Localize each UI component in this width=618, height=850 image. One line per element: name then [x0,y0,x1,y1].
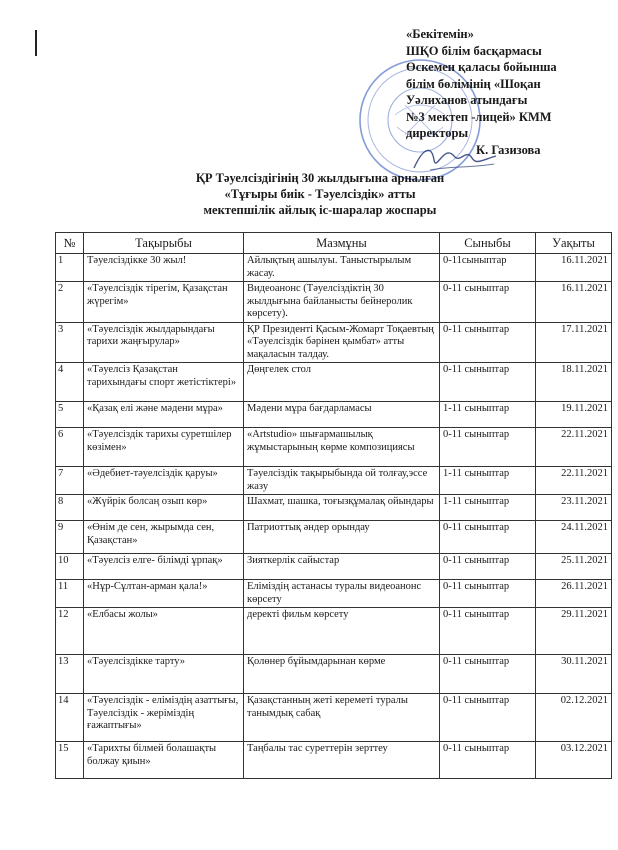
row-date: 26.11.2021 [536,580,612,608]
row-date: 16.11.2021 [536,254,612,282]
row-grade: 0-11 сыныптар [440,742,536,779]
row-grade: 0-11 сыныптар [440,608,536,655]
row-content: Қазақстанның жеті кереметі туралы танымдық сабақ [244,694,440,742]
row-grade: 0-11сыныптар [440,254,536,282]
row-date: 22.11.2021 [536,428,612,467]
table-row [56,467,612,495]
title-line: «Тұғыры биік - Тәуелсіздік» атты [224,187,416,201]
document-title [150,170,490,218]
row-grade: 0-11 сыныптар [440,428,536,467]
table-row [56,694,612,742]
row-content: «Artstudio» шығармашылық жұмыстарының көрме композициясы [244,428,440,467]
row-grade: 1-11 сыныптар [440,402,536,428]
approval-line: ШҚО білім басқармасы [406,43,542,58]
approval-line: №3 мектеп -лицей» КММ [406,109,552,124]
row-topic: «Тәуелсіздік - еліміздің азаттығы, Тәуелсіздік - жеріміздің ғажаптығы» [84,694,244,742]
row-number: 3 [56,322,84,363]
signature-line [406,142,606,159]
row-number: 2 [56,282,84,323]
row-topic: «Жүйрік болсаң озып көр» [84,495,244,521]
row-grade: 0-11 сыныптар [440,282,536,323]
table-row [56,254,612,282]
row-content: Айлықтың ашылуы. Таныстырылым жасау. [244,254,440,282]
row-content: ҚР Президенті Қасым-Жомарт Тоқаевтың «Тәуелсіздік бәрінен қымбат» атты мақаласын талдау. [244,322,440,363]
header-content: Мазмұны [244,233,440,254]
row-content: Патриоттық әндер орындау [244,521,440,554]
approval-line: директоры [406,126,469,140]
row-date: 02.12.2021 [536,694,612,742]
scan-margin-mark [35,30,37,56]
row-content: Видеоанонс (Тәуелсіздіктің 30 жылдығына байланысты бейнеролик көрсету). [244,282,440,323]
row-number: 15 [56,742,84,779]
row-number: 8 [56,495,84,521]
row-content: Мәдени мұра бағдарламасы [244,402,440,428]
title-line: ҚР Тәуелсіздігінің 30 жылдығына арналған [195,171,445,185]
table-row [56,655,612,694]
row-date: 23.11.2021 [536,495,612,521]
row-grade: 0-11 сыныптар [440,521,536,554]
table-body [56,254,612,779]
row-date: 17.11.2021 [536,322,612,363]
row-number: 4 [56,363,84,402]
table-row [56,363,612,402]
row-content: Таңбалы тас суреттерін зерттеу [244,742,440,779]
row-date: 24.11.2021 [536,521,612,554]
row-content: Шахмат, шашка, тоғызқұмалақ ойындары [244,495,440,521]
approval-heading: «Бекітемін» [406,27,474,41]
table-row [56,580,612,608]
header-date: Уақыты [536,233,612,254]
row-topic: «Нұр-Сұлтан-арман қала!» [84,580,244,608]
row-date: 25.11.2021 [536,554,612,580]
row-grade: 0-11 сыныптар [440,580,536,608]
signer-name: К. Газизова [476,142,541,157]
row-date: 18.11.2021 [536,363,612,402]
table-row [56,608,612,655]
row-grade: 1-11 сыныптар [440,467,536,495]
row-number: 6 [56,428,84,467]
row-topic: «Елбасы жолы» [84,608,244,655]
row-number: 13 [56,655,84,694]
approval-line: білім бөлімінің «Шоқан [406,76,541,91]
row-grade: 0-11 сыныптар [440,554,536,580]
header-topic: Тақырыбы [84,233,244,254]
title-line: мектепшілік айлық іс-шаралар жоспары [203,203,437,217]
row-number: 1 [56,254,84,282]
row-content: Дөңгелек стол [244,363,440,402]
row-date: 30.11.2021 [536,655,612,694]
row-grade: 0-11 сыныптар [440,655,536,694]
row-grade: 0-11 сыныптар [440,322,536,363]
table-row [56,322,612,363]
table-row [56,742,612,779]
row-topic: «Тәуелсіздік тарихы суретшілер көзімен» [84,428,244,467]
row-number: 11 [56,580,84,608]
table-row [56,554,612,580]
table-row [56,521,612,554]
row-topic: «Тәуелсіздік тірегім, Қазақстан жүрегім» [84,282,244,323]
row-topic: «Тәуелсіздік жылдарындағы тарихи жаңғырулар» [84,322,244,363]
table-row [56,495,612,521]
row-number: 12 [56,608,84,655]
table-header-row [56,233,612,254]
row-content: Зияткерлік сайыстар [244,554,440,580]
row-topic: «Тәуелсіз елге- білімді ұрпақ» [84,554,244,580]
row-date: 03.12.2021 [536,742,612,779]
row-grade: 0-11 сыныптар [440,694,536,742]
row-content: Қолөнер бұйымдарынан көрме [244,655,440,694]
header-grade: Сыныбы [440,233,536,254]
row-topic: «Қазақ елі және мәдени мұра» [84,402,244,428]
row-number: 14 [56,694,84,742]
table-row [56,282,612,323]
row-content: деректі фильм көрсету [244,608,440,655]
row-date: 22.11.2021 [536,467,612,495]
row-grade: 0-11 сыныптар [440,363,536,402]
row-date: 19.11.2021 [536,402,612,428]
approval-line: Уәлиханов атындағы [406,93,528,107]
row-number: 7 [56,467,84,495]
row-content: Еліміздің астанасы туралы видеоанонс көрсету [244,580,440,608]
row-grade: 1-11 сыныптар [440,495,536,521]
row-number: 10 [56,554,84,580]
row-number: 5 [56,402,84,428]
row-topic: Тәуелсіздікке 30 жыл! [84,254,244,282]
row-number: 9 [56,521,84,554]
row-topic: «Әдебиет-тәуелсіздік қаруы» [84,467,244,495]
events-table [55,232,612,779]
approval-block [406,26,606,158]
table-row [56,402,612,428]
row-topic: «Тәуелсіздікке тарту» [84,655,244,694]
row-date: 16.11.2021 [536,282,612,323]
row-date: 29.11.2021 [536,608,612,655]
row-topic: «Тәуелсіз Қазақстан тарихындағы спорт жетістіктері» [84,363,244,402]
header-number: № [56,233,84,254]
table-row [56,428,612,467]
row-topic: «Тарихты білмей болашақты болжау қиын» [84,742,244,779]
row-topic: «Өнім де сен, жырымда сен, Қазақстан» [84,521,244,554]
row-content: Тәуелсіздік тақырыбында ой толғау,эссе жазу [244,467,440,495]
approval-line: Өскемен қаласы бойынша [406,60,557,74]
